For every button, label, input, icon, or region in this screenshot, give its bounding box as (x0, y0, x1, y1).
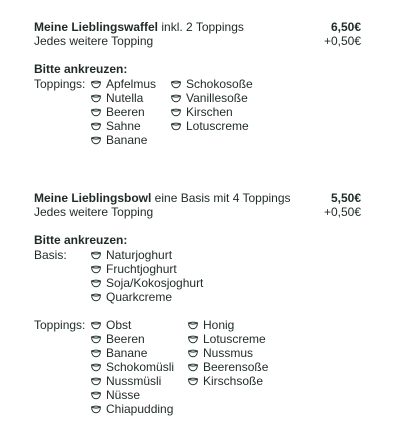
waffle-price: 6,50€ (330, 20, 361, 34)
checkbox-icon[interactable] (170, 92, 182, 104)
checkbox-label: Vanillesoße (186, 91, 248, 105)
checkbox-label: Beeren (106, 332, 145, 346)
checkbox-label: Naturjoghurt (106, 248, 173, 262)
checkbox-label: Banane (106, 346, 148, 360)
checkbox-label: Beerensoße (203, 360, 269, 374)
checkbox-label: Schokomüsli (106, 360, 175, 374)
checkbox-icon[interactable] (187, 375, 199, 387)
checkbox-label: Nutella (106, 91, 144, 105)
checkbox-icon[interactable] (90, 134, 102, 146)
waffle-title-line (34, 20, 244, 34)
checkbox-label: Soja/Kokosjoghurt (106, 276, 204, 290)
checkbox-icon[interactable] (187, 333, 199, 345)
checkbox-icon[interactable] (90, 361, 102, 373)
bowl-title-line (34, 191, 291, 205)
bowl-toppings-label: Toppings: (34, 318, 86, 332)
checkbox-label: Sahne (106, 119, 141, 133)
checkbox-label: Nüsse (106, 388, 141, 402)
checkbox-label: Beeren (106, 105, 145, 119)
bowl-section-label: Bitte ankreuzen: (34, 233, 128, 247)
bowl-title: Meine Lieblingsbowl (34, 191, 152, 205)
waffle-title: Meine Lieblingswaffel (34, 20, 159, 34)
checkbox-icon[interactable] (90, 319, 102, 331)
checkbox-icon[interactable] (90, 263, 102, 275)
checkbox-icon[interactable] (90, 106, 102, 118)
bowl-extra-label: Jedes weitere Topping (34, 205, 154, 219)
checkbox-icon[interactable] (187, 347, 199, 359)
checkbox-icon[interactable] (90, 333, 102, 345)
checkbox-label: Nussmüsli (106, 374, 162, 388)
checkbox-icon[interactable] (90, 277, 102, 289)
checkbox-label: Obst (106, 318, 132, 332)
checkbox-icon[interactable] (170, 120, 182, 132)
checkbox-icon[interactable] (187, 319, 199, 331)
waffle-section-label: Bitte ankreuzen: (34, 62, 128, 76)
bowl-subtitle: eine Basis mit 4 Toppings (151, 191, 291, 205)
checkbox-icon[interactable] (90, 375, 102, 387)
checkbox-label: Kirschen (186, 105, 233, 119)
waffle-extra-label: Jedes weitere Topping (34, 34, 154, 48)
waffle-extra-price: +0,50€ (323, 34, 361, 48)
checkbox-label: Chiapudding (106, 402, 174, 416)
waffle-subtitle: inkl. 2 Toppings (158, 20, 244, 34)
checkbox-label: Lotuscreme (186, 119, 249, 133)
checkbox-icon[interactable] (90, 389, 102, 401)
checkbox-icon[interactable] (90, 78, 102, 90)
checkbox-icon[interactable] (170, 78, 182, 90)
checkbox-label: Banane (106, 133, 148, 147)
bowl-basis-label: Basis: (34, 248, 67, 262)
checkbox-icon[interactable] (90, 347, 102, 359)
checkbox-icon[interactable] (90, 120, 102, 132)
bowl-extra-price: +0,50€ (323, 205, 361, 219)
checkbox-label: Schokosoße (186, 77, 253, 91)
checkbox-label: Honig (203, 318, 235, 332)
checkbox-label: Quarkcreme (106, 290, 173, 304)
checkbox-label: Apfelmus (106, 77, 157, 91)
checkbox-icon[interactable] (170, 106, 182, 118)
checkbox-icon[interactable] (90, 403, 102, 415)
checkbox-label: Kirschsoße (203, 374, 264, 388)
checkbox-label: Fruchtjoghurt (106, 262, 177, 276)
checkbox-label: Lotuscreme (203, 332, 266, 346)
bowl-price: 5,50€ (330, 191, 361, 205)
checkbox-icon[interactable] (90, 249, 102, 261)
checkbox-icon[interactable] (90, 92, 102, 104)
checkbox-label: Nussmus (203, 346, 254, 360)
checkbox-icon[interactable] (90, 291, 102, 303)
checkbox-icon[interactable] (187, 361, 199, 373)
waffle-toppings-label: Toppings: (34, 77, 86, 91)
